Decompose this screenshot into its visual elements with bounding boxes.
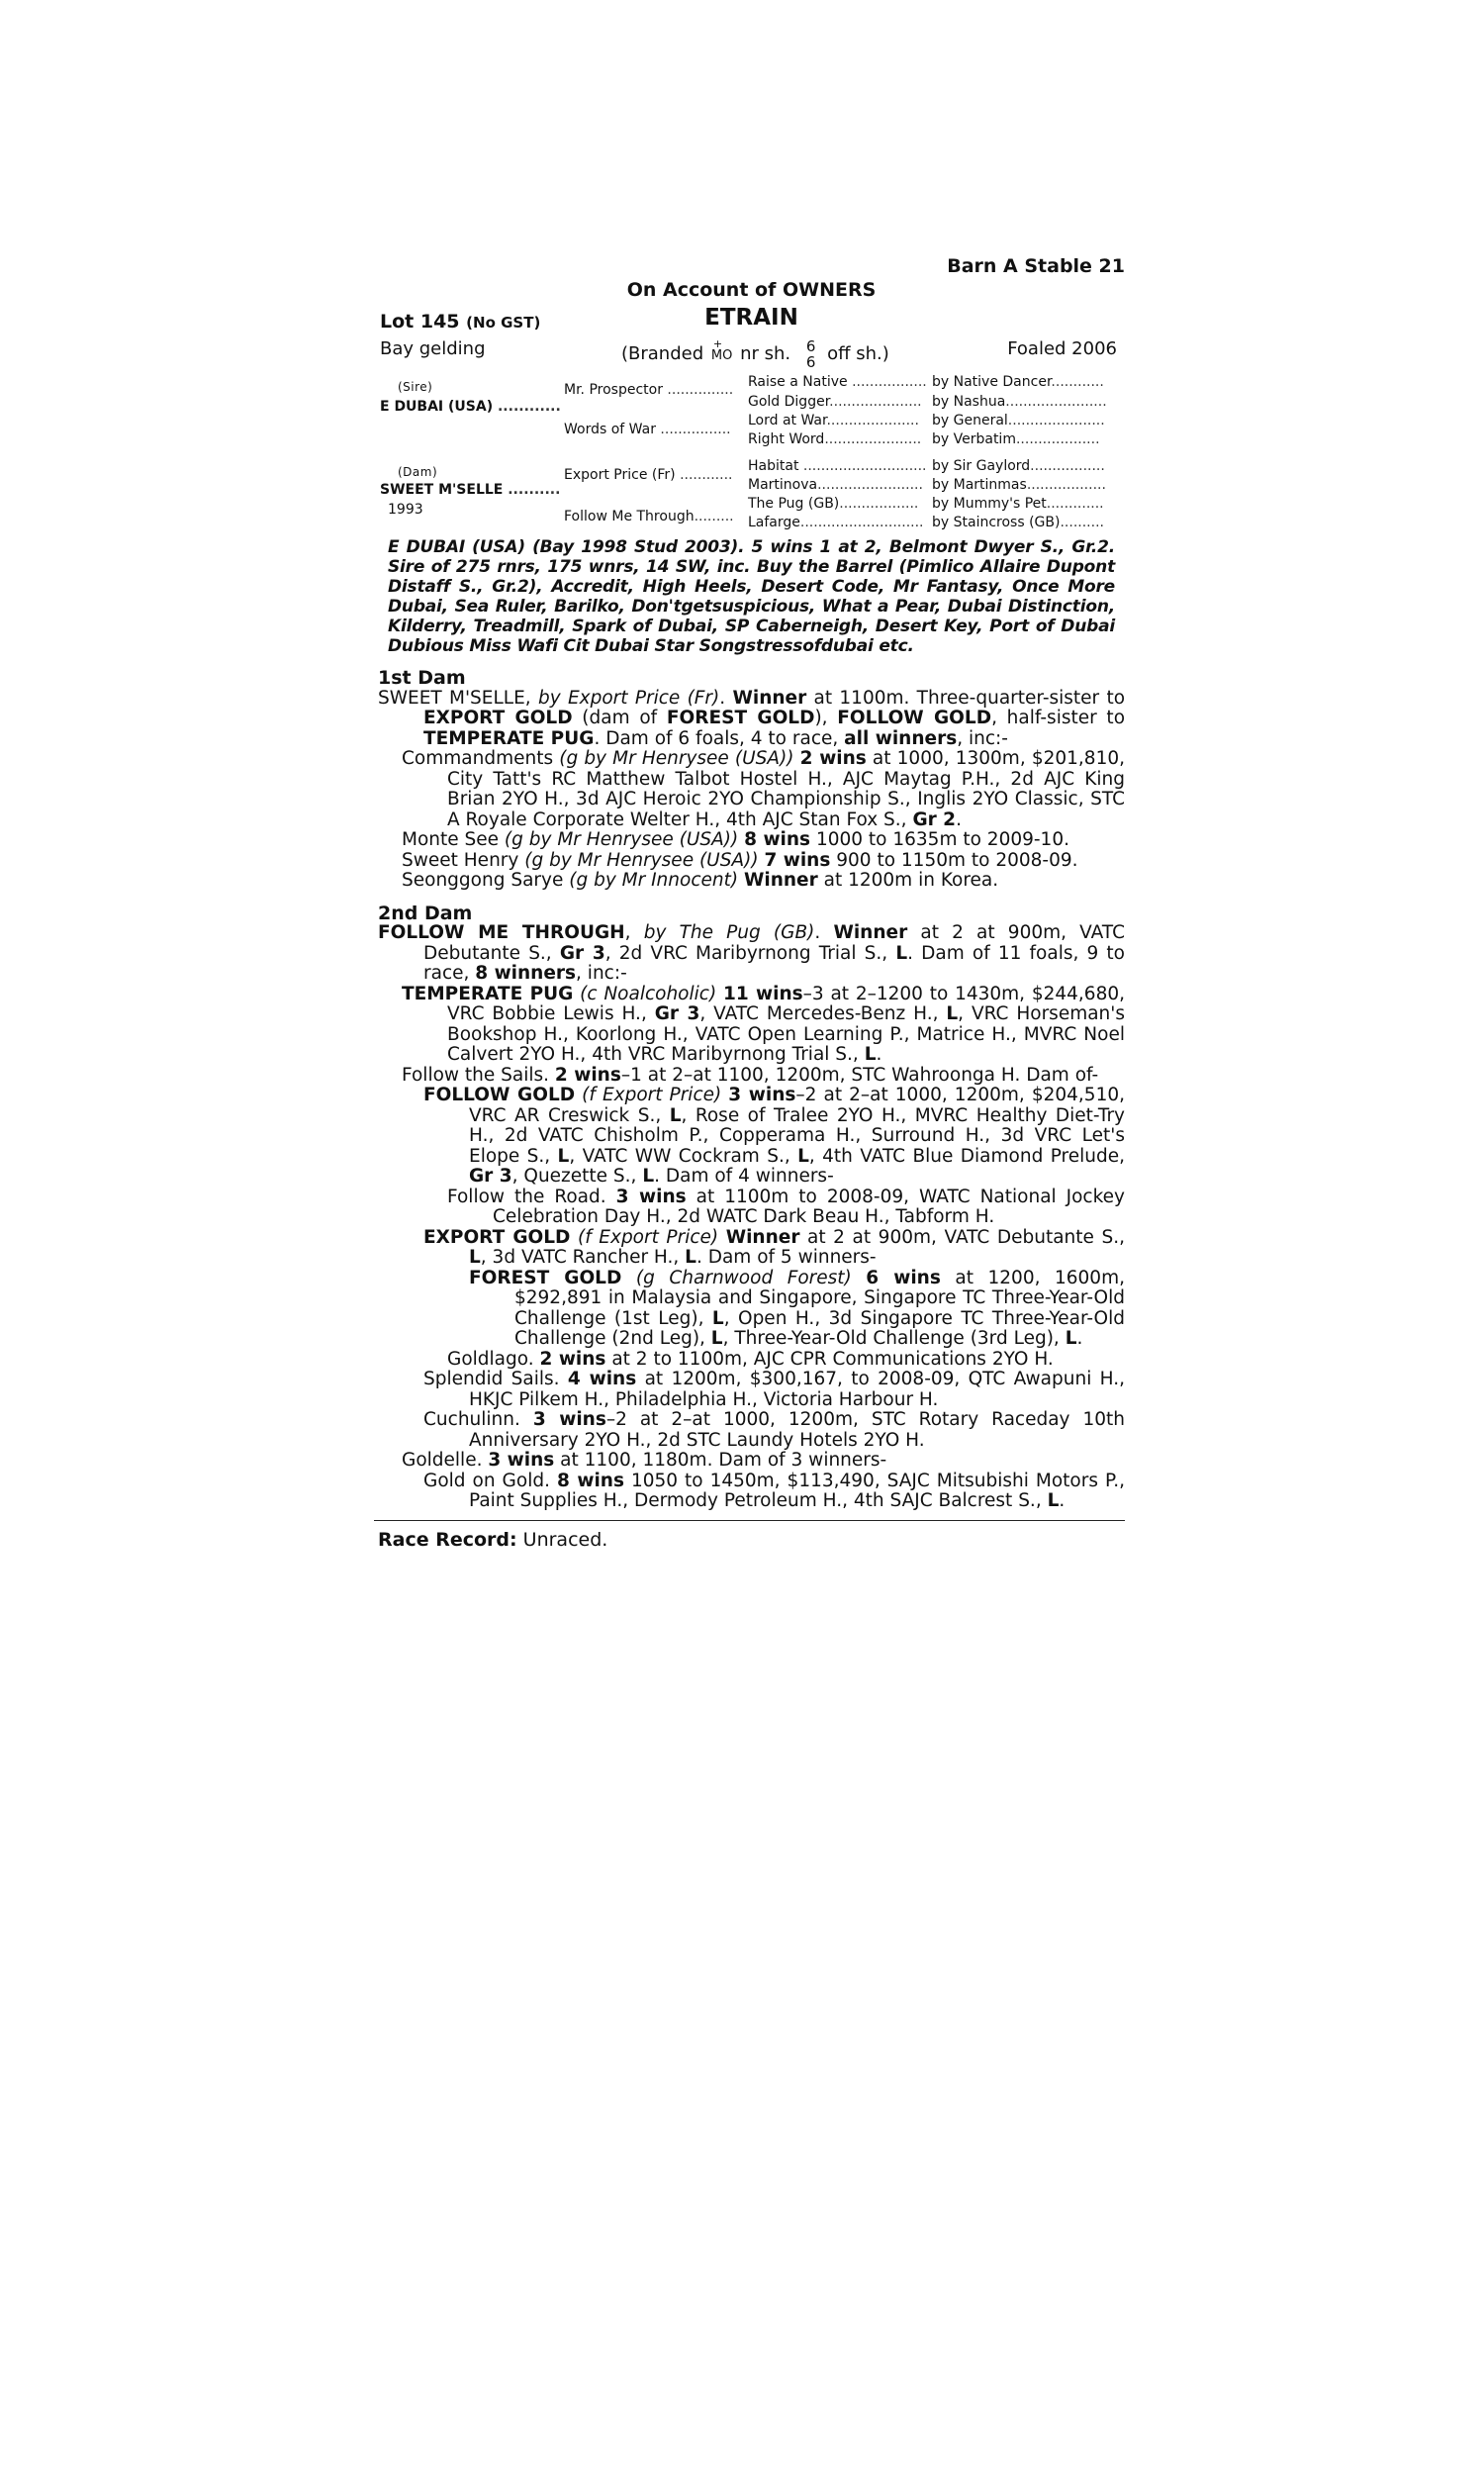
- pedigree-g3: Martinova........................: [748, 477, 923, 493]
- sire-tag: (Sire): [398, 380, 433, 394]
- catalogue-page: [378, 247, 1125, 1551]
- progeny-entry: Seonggong Sarye (g by Mr Innocent) Winner at 1200m in Korea.: [402, 870, 999, 891]
- progeny-entry: EXPORT GOLD (f Export Price) Winner at 2 at 900m, VATC Debutante S., L, 3d VATC Rancher H., L. Dam of 5 winners-: [423, 1226, 1125, 1268]
- progeny-entry: Monte See (g by Mr Henrysee (USA)) 8 wins 1000 to 1635m to 2009-10.: [402, 829, 1069, 850]
- first-dam-summary: SWEET M'SELLE, by Export Price (Fr). Winner at 1100m. Three-quarter-sister to EXPORT GOLD (dam of FOREST GOLD), FOLLOW GOLD, half-sister to TEMPERATE PUG. Dam of 6 foals, 4 to race, all winners, inc:-: [378, 687, 1126, 749]
- first-dam-section: [378, 668, 1125, 892]
- dam-tag: (Dam): [398, 465, 438, 479]
- pedigree-g3: The Pug (GB)..................: [748, 496, 919, 512]
- pedigree-g3: Lafarge............................: [748, 515, 924, 530]
- pedigree-table: [378, 372, 1125, 530]
- progeny-entry: Sweet Henry (g by Mr Henrysee (USA)) 7 wins 900 to 1150m to 2008-09.: [402, 849, 1078, 871]
- sex-colour: Bay gelding: [380, 338, 486, 359]
- race-record: Race Record: Unraced.: [378, 1528, 608, 1551]
- description-row: [378, 334, 1125, 371]
- pedigree-g4: by Martinmas..................: [932, 477, 1106, 493]
- pedigree-g4: by General......................: [932, 413, 1105, 428]
- progeny-entry: FOLLOW GOLD (f Export Price) 3 wins–2 at 2–at 1000, 1200m, $204,510, VRC AR Creswick S., L, Rose of Tralee 2YO H., MVRC Healthy Diet-Try H., 2d VATC Chisholm P., Copperama H., Surround H., 3d VRC Let's Elope S., L, VATC WW Cockram S., L, 4th VATC Blue Diamond Prelude, Gr 3, Quezette S., L. Dam of 4 winners-: [423, 1085, 1125, 1187]
- pedigree-g4: by Verbatim...................: [932, 431, 1100, 447]
- second-dam-summary: FOLLOW ME THROUGH, by The Pug (GB). Winner at 2 at 900m, VATC Debutante S., Gr 3, 2d VRC Maribyrnong Trial S., L. Dam of 11 foals, 9 to race, 8 winners, inc:-: [378, 922, 1126, 984]
- sire-summary: E DUBAI (USA) (Bay 1998 Stud 2003). 5 wins 1 at 2, Belmont Dwyer S., Gr.2. Sire of 275 rnrs, 175 wnrs, 14 SW, inc. Buy the Barrel (Pimlico Allaire Dupont Distaff S., Gr.2), Accredit, High Heels, Desert Code, Mr Fantasy, Once More Dubai, Sea Ruler, Barilko, Don'tgetsuspicious, What a Pear, Dubai Distinction, Kilderry, Treadmill, Spark of Dubai, SP Caberneigh, Desert Key, Port of Dubai Dubious Miss Wafi Cit Dubai Star Songstressofdubai etc.: [388, 537, 1115, 656]
- vendor-account: On Account of OWNERS: [626, 279, 877, 301]
- divider: [374, 1520, 1125, 1521]
- pedigree-g4: by Nashua.......................: [932, 394, 1107, 410]
- progeny-entry: Commandments (g by Mr Henrysee (USA)) 2 wins at 1000, 1300m, $201,810, City Tatt's RC Matthew Talbot Hostel H., AJC Maytag P.H., 2d AJC King Brian 2YO H., 3d AJC Heroic 2YO Championship S., Inglis 2YO Classic, STC A Royale Corporate Welter H., 4th AJC Stan Fox S., Gr 2.: [402, 748, 1125, 830]
- pedigree-g2: Follow Me Through.........: [564, 509, 734, 524]
- second-dam-heading: 2nd Dam: [378, 902, 473, 924]
- pedigree-g2: Words of War ................: [564, 422, 731, 437]
- header-top: [378, 247, 1125, 279]
- pedigree-g3: Lord at War.....................: [748, 413, 919, 428]
- progeny-entry: Splendid Sails. 4 wins at 1200m, $300,167, to 2008-09, QTC Awapuni H., HKJC Pilkem H., Philadelphia H., Victoria Harbour H.: [423, 1369, 1125, 1410]
- first-dam-heading: 1st Dam: [378, 667, 466, 689]
- progeny-entry: Follow the Sails. 2 wins–1 at 2–at 1100, 1200m, STC Wahroonga H. Dam of-: [402, 1064, 1099, 1086]
- pedigree-g3: Raise a Native .................: [748, 374, 927, 390]
- pedigree-g2: Export Price (Fr) ............: [564, 467, 733, 483]
- brand-info: (Branded + MO nr sh. 6 6 off sh.): [621, 337, 889, 371]
- dam-year: 1993: [388, 502, 423, 518]
- gst-note: (No GST): [466, 314, 541, 332]
- pedigree-g3: Right Word......................: [748, 431, 922, 447]
- brand-number: 6 6: [805, 337, 816, 371]
- progeny-entry: Follow the Road. 3 wins at 1100m to 2008-09, WATC National Jockey Celebration Day H., 2d WATC Dark Beau H., Tabform H.: [447, 1186, 1125, 1227]
- lot-row: [378, 305, 1125, 334]
- barn-stable: Barn A Stable 21: [947, 255, 1125, 277]
- pedigree-g3: Habitat ............................: [748, 458, 927, 474]
- horse-name: ETRAIN: [704, 305, 798, 331]
- pedigree-g3: Gold Digger.....................: [748, 394, 922, 410]
- pedigree-g4: by Staincross (GB)..........: [932, 515, 1104, 530]
- pedigree-g4: by Native Dancer............: [932, 374, 1104, 390]
- foaled-year: Foaled 2006: [1007, 338, 1117, 359]
- progeny-entry: Goldelle. 3 wins at 1100, 1180m. Dam of 3 winners-: [402, 1450, 887, 1471]
- lot-number: Lot 145 (No GST): [380, 311, 541, 333]
- progeny-entry: FOREST GOLD (g Charnwood Forest) 6 wins at 1200, 1600m, $292,891 in Malaysia and Singapore, Singapore TC Three-Year-Old Challenge (1st Leg), L, Open H., 3d Singapore TC Three-Year-Old Challenge (2nd Leg), L, Three-Year-Old Challenge (3rd Leg), L.: [469, 1267, 1126, 1349]
- pedigree-g4: by Mummy's Pet.............: [932, 496, 1104, 512]
- dam-name: SWEET M'SELLE ..........: [380, 482, 561, 498]
- pedigree-g2: Mr. Prospector ...............: [564, 382, 734, 398]
- pedigree-g4: by Sir Gaylord.................: [932, 458, 1105, 474]
- sire-name: E DUBAI (USA) ............: [380, 399, 561, 415]
- progeny-entry: Cuchulinn. 3 wins–2 at 2–at 1000, 1200m, STC Rotary Raceday 10th Anniversary 2YO H., 2d STC Laundy Hotels 2YO H.: [423, 1409, 1125, 1451]
- brand-mark: + MO: [710, 337, 733, 363]
- second-dam-section: [378, 904, 1125, 1512]
- progeny-entry: Goldlago. 2 wins at 2 to 1100m, AJC CPR Communications 2YO H.: [447, 1348, 1054, 1370]
- progeny-entry: Gold on Gold. 8 wins 1050 to 1450m, $113,490, SAJC Mitsubishi Motors P., Paint Supplies H., Dermody Petroleum H., 4th SAJC Balcrest S., L.: [423, 1470, 1125, 1511]
- progeny-entry: TEMPERATE PUG (c Noalcoholic) 11 wins–3 at 2–1200 to 1430m, $244,680, VRC Bobbie Lewis H., Gr 3, VATC Mercedes-Benz H., L, VRC Horseman's Bookshop H., Koorlong H., VATC Open Learning P., Matrice H., MVRC Noel Calvert 2YO H., 4th VRC Maribyrnong Trial S., L.: [402, 983, 1126, 1065]
